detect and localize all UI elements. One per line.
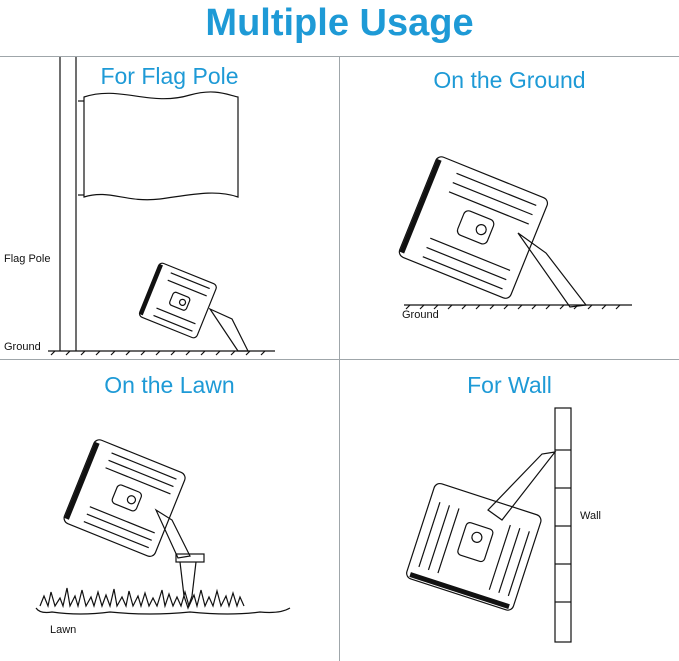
panel-flag-pole [0, 57, 339, 359]
label-ground-2: Ground [402, 309, 439, 321]
flag-pole-illustration [0, 57, 339, 359]
label-lawn: Lawn [50, 624, 77, 636]
panel-title-flag-pole: For Flag Pole [100, 63, 239, 89]
panel-title-ground: On the Ground [433, 67, 586, 93]
page-title: Multiple Usage [205, 2, 474, 44]
ground-illustration [340, 57, 679, 359]
panel-title-wall: For Wall [467, 372, 552, 398]
label-wall: Wall [580, 510, 601, 522]
label-flag-pole: Flag Pole [4, 253, 51, 265]
panel-lawn [0, 360, 339, 661]
lawn-illustration [0, 360, 339, 661]
panel-ground [340, 57, 679, 359]
panel-wall [340, 360, 679, 661]
panel-title-lawn: On the Lawn [104, 372, 235, 398]
wall-illustration [340, 360, 679, 661]
label-ground-1: Ground [4, 341, 41, 353]
